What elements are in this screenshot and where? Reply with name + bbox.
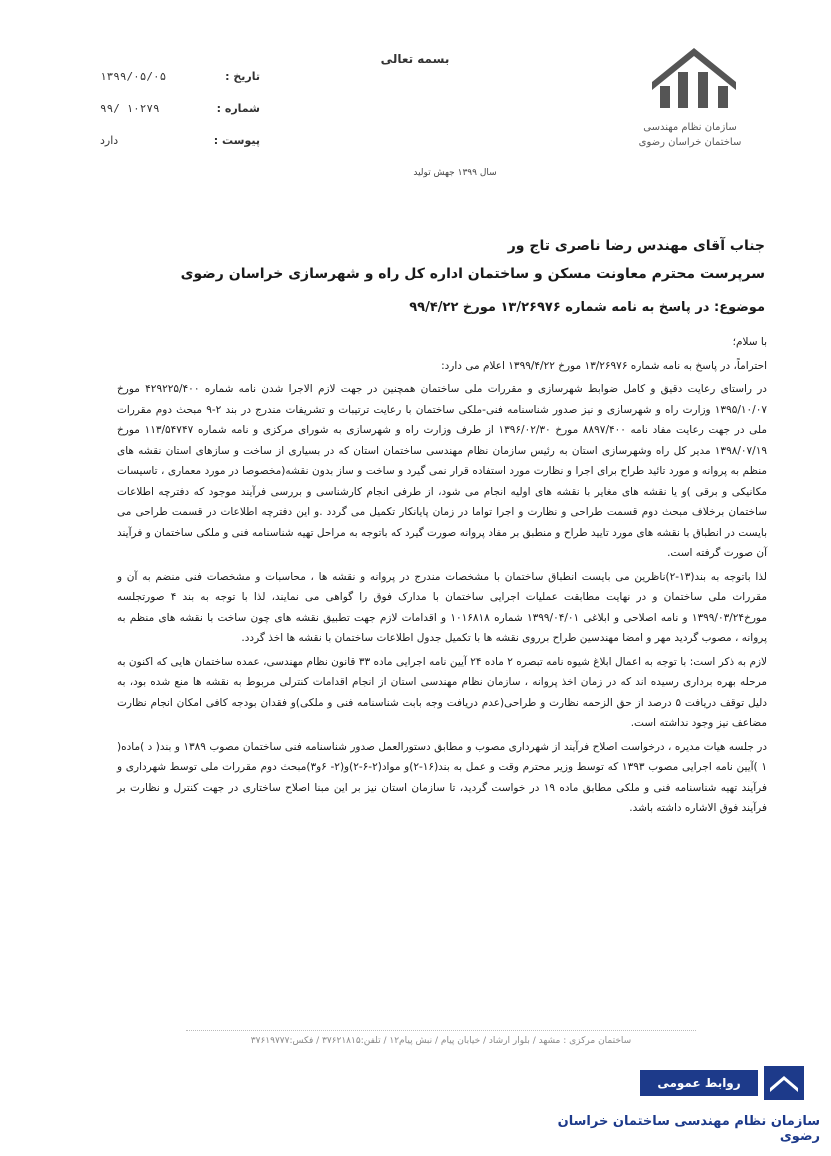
letter-subject: موضوع: در پاسخ به نامه شماره ۱۳/۲۶۹۷۶ مورخ ۹۹/۴/۲۲ bbox=[409, 300, 765, 315]
brand-label: روابط عمومی bbox=[640, 1070, 758, 1096]
recipient-name: جناب آقای مهندس رضا ناصری تاج ور bbox=[507, 238, 765, 254]
date-row bbox=[100, 60, 260, 92]
paragraph: لازم به ذکر است: با توجه به اعمال ابلاغ شیوه نامه تبصره ۲ ماده ۲۴ آیین نامه اجرایی ماده ۳۳ قانون نظام مهندسی، عمده ساختمان هایی که اکنون به مرحله بهره برداری رسیده اند که در زمان اخذ پروانه ، سازمان نظام مهندسی استان از انجام اقدامات کنترلی مربوط به نقشه ها منع شده بود، به دلیل توقف دریافت ۵ درصد از حق الزحمه نظارت و طراحی(عدم دریافت وجه بابت شناسنامه فنی و ملکی)و فقدان بودجه کافی امکان انجام نظارت مضاعف نیز وجود نداشته است. bbox=[117, 655, 768, 729]
number-row bbox=[100, 92, 260, 124]
recipient-title: سرپرست محترم معاونت مسکن و ساختمان اداره کل راه و شهرسازی خراسان رضوی bbox=[180, 266, 765, 282]
org-name-line2: ساختمان خراسان رضوی bbox=[638, 137, 742, 148]
org-name-line1: سازمان نظام مهندسی bbox=[643, 122, 737, 133]
addressee-block bbox=[165, 232, 765, 288]
number-value: ۹۹/ ۱۰۲۷۹ bbox=[100, 101, 160, 115]
letter-body bbox=[117, 332, 767, 822]
org-name bbox=[620, 120, 760, 150]
footer-address: ساختمان مرکزی : مشهد / بلوار ارشاد / خیابان پیام / نبش پیام۱۲ / تلفن:۳۷۶۲۱۸۱۵ / فکس:۳۷۶۱۹۷۷۷ bbox=[250, 1036, 632, 1046]
public-relations-brand bbox=[640, 1066, 810, 1100]
number-label: شماره : bbox=[216, 101, 260, 115]
year-motto: سال ۱۳۹۹ جهش تولید bbox=[413, 168, 497, 178]
org-logo-icon bbox=[648, 42, 740, 110]
paragraph: در راستای رعایت دقیق و کامل ضوابط شهرسازی و مقررات ملی ساختمان همچنین در جهت لازم الاجرا شدن نامه شماره ۴۲۹۲۲۵/۴۰۰ مورخ ۱۳۹۵/۱۰/۰۷ وزارت راه و شهرسازی و نیز صدور شناسنامه فنی-ملکی ساختمان با رعایت ترتیبات و تشریفات مندرج در بند ۲-۹ مبحث دوم مقررات ملی در جهت رعایت مفاد نامه ۸۸۹۷/۴۰۰ مورخ ۱۳۹۶/۰۲/۳۰ از طرف وزارت راه و شهرسازی به شورای مرکزی و نامه شماره ۱۱۳/۵۴۷۴۷ مورخ ۱۳۹۸/۰۷/۱۹ مدیر کل راه وشهرسازی استان به رئیس سازمان نظام مهندسی ساختمان استان که در بسیاری از ساخت و سازهای استان نقشه های منظم به پروانه و مورد تائید طراح برای اجرا و نظارت مورد استفاده قرار نمی گیرد و ساخت و ساز بدون نقشه(مخصوصا در مورد معماری ، تاسیسات مکانیکی و برقی )و یا نقشه های مغایر با نقشه های اولیه انجام می شود، از طرفی انجام کارشناسی و بررسی فرآیند موجود که دفترچه اطلاعات ساختمان برخلاف مبحث دوم قسمت طراحی و نظارت و اجرا تواما در زمان پایانکار تکمیل می گردد .و این دفترچه اطلاعات در قسمت طراحی می بایست در انطباق با نقشه های مورد تایید طراح و منطبق بر مفاد پروانه صورت گیرد که باتوجه به مراحل تهیه شناسنامه فنی و ملکی ساختمان و فرآیند آن صورت گرفته است. bbox=[117, 383, 767, 559]
brand-logo-icon bbox=[764, 1066, 804, 1100]
letter-meta bbox=[100, 60, 260, 156]
footer-divider bbox=[186, 1030, 696, 1031]
attachment-row bbox=[100, 124, 260, 156]
paragraph: احتراماً، در پاسخ به نامه شماره ۱۳/۲۶۹۷۶ مورخ ۱۳۹۹/۴/۲۲ اعلام می دارد: bbox=[441, 359, 767, 372]
paragraph: در جلسه هیات مدیره ، درخواست اصلاح فرآیند از شهرداری مصوب و مطابق دستورالعمل صدور شناسنامه فنی ساختمان مصوب ۱۳۸۹ و بند( د )ماده( ۱ )آیین نامه اجرایی مصوب ۱۳۹۳ که توسط وزیر محترم وقت و عمل به بند(۱۶-۲)و مواد(۲-۶-۲)و(۲- ۶و۳)مبحث دوم مقررات ملی توسط شهرداری و فرآیند تهیه شناسنامه فنی و ملکی مطابق ماده ۱۹ در خواست گردید، تا سازمان استان نیز بر این مبنا اصلاح ساختاری در جهت کنترل و نظارت بر فرآیند فوق الاشاره داشته باشد. bbox=[117, 740, 767, 814]
attachment-value: دارد bbox=[100, 133, 119, 147]
brand-caption: سازمان نظام مهندسی ساختمان خراسان رضوی bbox=[557, 1114, 820, 1144]
bismillah: بسمه تعالی bbox=[380, 52, 450, 66]
greeting: با سلام؛ bbox=[732, 336, 767, 348]
attachment-label: پیوست : bbox=[213, 133, 260, 147]
paragraph: لذا باتوجه به بند(۱۳-۲)ناظرین می بایست انطباق ساختمان با مشخصات مندرج در پروانه و نقشه ها ، محاسبات و مشخصات فنی منضم به آن و مقررات ملی ساختمان و در نهایت مطابقت عملیات اجرایی ساختمان با مدارک فوق را گواهی می نمایند، لذا با توجه به بند ۴ صورتجلسه مورخ۱۳۹۹/۰۳/۲۴ و نامه اصلاحی و ابلاغی ۱۳۹۹/۰۴/۰۱ شماره ۱۰۱۶۸۱۸ و اقدامات لازم جهت تطبیق نقشه های چون ساخت با نقشه های منظم به پروانه ، مصوب گردید مهر و امضا مهندسین طراح برروی نقشه ها با تکمیل جدول اطلاعات ساختمان با نقشه ها اخذ گردد. bbox=[117, 570, 768, 644]
date-value: ۱۳۹۹/۰۵/۰۵ bbox=[100, 69, 167, 83]
date-label: تاریخ : bbox=[225, 69, 260, 83]
